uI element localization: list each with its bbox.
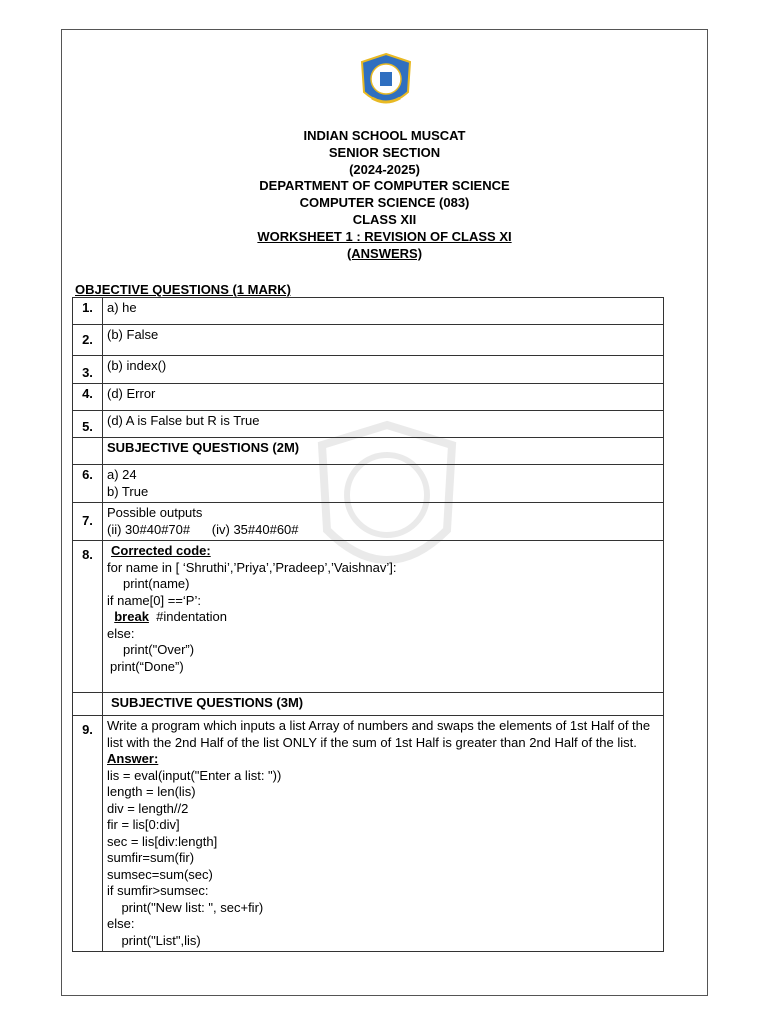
table-row [73,356,664,384]
table-row [73,325,664,356]
answer-text [103,503,664,541]
table-row [73,716,664,952]
code-line: print(name) [123,576,190,591]
table-row [73,541,664,693]
table-row [73,693,664,716]
objective-section-title: OBJECTIVE QUESTIONS (1 MARK) [75,282,291,297]
answer-line: Possible outputs [107,505,203,520]
answer-text [103,465,664,503]
academic-year: (2024-2025) [349,161,420,177]
question-number: 5. [73,411,103,438]
code-line [107,609,659,626]
answer-line: b) True [107,483,149,499]
code-line: print("List",lis) [107,932,201,948]
answer-text: (b) False [103,325,664,356]
section-name: SENIOR SECTION [328,144,441,160]
worksheet-title: WORKSHEET 1 : REVISION OF CLASS XI [257,228,512,244]
code-line: div = length//2 [107,800,189,816]
code-line: lis = eval(input("Enter a list: ")) [107,767,282,783]
department-name: DEPARTMENT OF COMPUTER SCIENCE [259,178,510,194]
answer-line: (ii) 30#40#70# (iv) 35#40#60# [107,521,299,537]
code-line: fir = lis[0:div] [107,817,180,832]
code-line: length = len(lis) [107,784,196,799]
break-keyword: break [114,609,149,624]
code-line: for name in [ ‘Shruthi’,’Priya’,’Pradeep’,’Vaishnav’]: [107,559,397,575]
code-line: print("New list: ", sec+fir) [107,899,264,915]
table-row [73,438,664,465]
code-line: if sumfir>sumsec: [107,883,209,898]
code-line: if name[0] ==‘P’: [107,592,201,608]
empty-cell [73,438,103,465]
code-line: sec = lis[div:length] [107,833,218,849]
answers-label: (ANSWERS) [346,245,423,261]
question-number: 6. [73,465,103,503]
question-number: 2. [73,325,103,356]
table-row [73,411,664,438]
code-line: else: [107,916,135,931]
corrected-code-label: Corrected code: [111,543,211,558]
code-line: else: [107,625,135,641]
school-name: INDIAN SCHOOL MUSCAT [303,128,466,143]
table-row [73,465,664,503]
answer-label: Answer: [107,751,159,766]
table-row [73,384,664,411]
answers-table [72,297,664,952]
document-header [61,128,708,262]
answer-text: (d) A is False but R is True [103,411,664,438]
answer-text: a) he [103,298,664,325]
question-text: Write a program which inputs a list Array of numbers and swaps the elements of 1st Half of the list with the 2nd Half of the list ONLY if the sum of 1st Half is greater than 2nd Half of the list. [107,718,651,750]
question-number: 7. [73,503,103,541]
code-comment: #indentation [148,609,228,624]
empty-cell [73,693,103,716]
code-line: sumsec=sum(sec) [107,866,213,882]
subjective-2m-title: SUBJECTIVE QUESTIONS (2M) [103,438,664,465]
answer-line: a) 24 [107,467,137,482]
table-row [73,503,664,541]
code-line: print(“Done”) [110,658,184,674]
school-logo [358,52,414,112]
subjective-3m-title: SUBJECTIVE QUESTIONS (3M) [103,693,664,716]
class-name: CLASS XII [352,211,417,227]
question-number: 9. [73,716,103,952]
answer-code [103,541,664,693]
table-row [73,298,664,325]
code-line: print("Over”) [123,642,195,657]
answer-code [103,716,664,952]
answer-text: (d) Error [103,384,664,411]
answer-text: (b) index() [103,356,664,384]
subject-name: COMPUTER SCIENCE (083) [299,195,470,211]
question-number: 1. [73,298,103,325]
question-number: 4. [73,384,103,411]
code-line: sumfir=sum(fir) [107,850,195,865]
question-number: 8. [73,541,103,693]
question-number: 3. [73,356,103,384]
